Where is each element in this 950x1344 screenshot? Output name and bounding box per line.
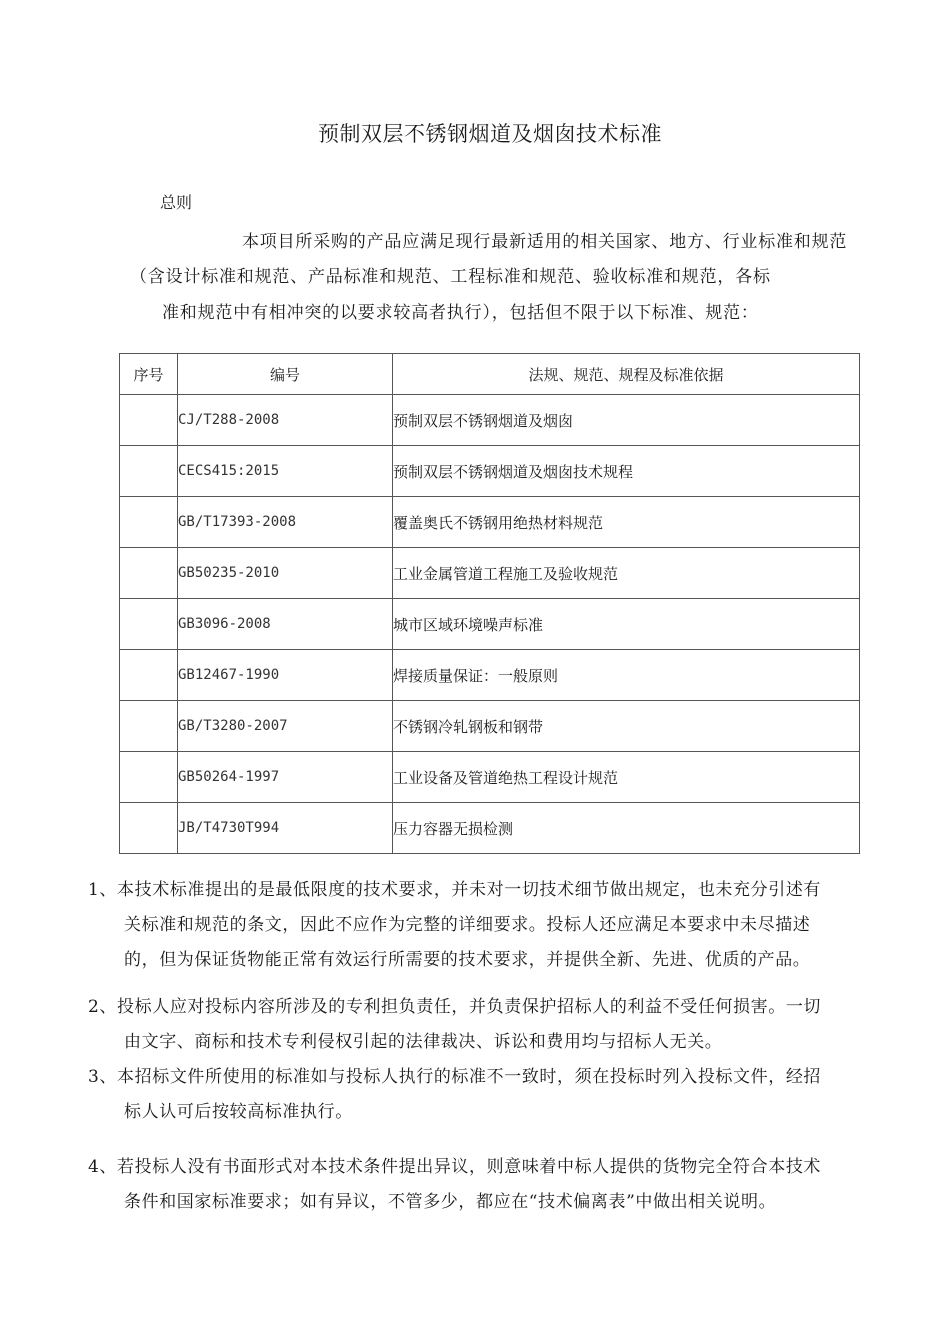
clause-line: 条件和国家标准要求；如有异议，不管多少，都应在“技术偏离表”中做出相关说明。 [124,1192,777,1212]
cell-no [120,803,178,854]
cell-name: 压力容器无损检测 [393,803,860,854]
cell-no [120,446,178,497]
clause-line: 的，但为保证货物能正常有效运行所需要的技术要求，并提供全新、先进、优质的产品。 [124,950,811,970]
table-row [120,548,860,599]
table-row [120,497,860,548]
cell-no [120,497,178,548]
header-code: 编号 [178,354,393,395]
cell-no [120,650,178,701]
table-row [120,395,860,446]
clause-line: 由文字、商标和技术专利侵权引起的法律裁决、诉讼和费用均与招标人无关。 [124,1032,723,1052]
clause-paragraph [88,1060,888,1130]
clause-line: 关标准和规范的条文，因此不应作为完整的详细要求。投标人还应满足本要求中未尽描述 [124,915,811,935]
cell-no [120,395,178,446]
cell-code: GB3096-2008 [178,599,393,650]
clause-line: 3、本招标文件所使用的标准如与投标人执行的标准不一致时，须在投标时列入投标文件，经招 [88,1067,822,1087]
cell-name: 工业设备及管道绝热工程设计规范 [393,752,860,803]
cell-name: 焊接质量保证：一般原则 [393,650,860,701]
cell-code: GB50264-1997 [178,752,393,803]
table-row [120,701,860,752]
clause-paragraph [88,990,888,1060]
standards-table [119,353,860,854]
cell-code: GB/T17393-2008 [178,497,393,548]
intro-line: 准和规范中有相冲突的以要求较高者执行），包括但不限于以下标准、规范： [162,303,759,323]
header-name: 法规、规范、规程及标准依据 [393,354,860,395]
clause-line: 2、投标人应对投标内容所涉及的专利担负责任，并负责保护招标人的利益不受任何损害。一切 [88,997,822,1017]
table-row [120,752,860,803]
cell-name: 不锈钢冷轧钢板和钢带 [393,701,860,752]
table-row [120,650,860,701]
cell-no [120,548,178,599]
header-no: 序号 [120,354,178,395]
table-row [120,446,860,497]
section-heading: 总则 [160,193,193,212]
clause-line: 1、本技术标准提出的是最低限度的技术要求，并未对一切技术细节做出规定，也未充分引述有 [88,880,822,900]
cell-name: 工业金属管道工程施工及验收规范 [393,548,860,599]
clause-line: 标人认可后按较高标准执行。 [124,1102,353,1122]
cell-name: 覆盖奥氏不锈钢用绝热材料规范 [393,497,860,548]
intro-line: 本项目所采购的产品应满足现行最新适用的相关国家、地方、行业标准和规范 [242,232,848,252]
cell-no [120,701,178,752]
cell-code: JB/T4730T994 [178,803,393,854]
table-header-row [120,354,860,395]
clause-paragraph [88,873,888,978]
cell-no [120,752,178,803]
cell-name: 预制双层不锈钢烟道及烟囱技术规程 [393,446,860,497]
cell-name: 城市区域环境噪声标准 [393,599,860,650]
cell-code: GB/T3280-2007 [178,701,393,752]
table-row [120,803,860,854]
cell-name: 预制双层不锈钢烟道及烟囱 [393,395,860,446]
clause-line: 4、若投标人没有书面形式对本技术条件提出异议，则意味着中标人提供的货物完全符合本技术 [88,1157,822,1177]
clause-paragraph [88,1150,888,1220]
table-row [120,599,860,650]
intro-line: （含设计标准和规范、产品标准和规范、工程标准和规范、验收标准和规范，各标 [130,267,771,287]
cell-code: CJ/T288-2008 [178,395,393,446]
cell-code: GB50235-2010 [178,548,393,599]
cell-code: CECS415:2015 [178,446,393,497]
cell-code: GB12467-1990 [178,650,393,701]
cell-no [120,599,178,650]
document-title: 预制双层不锈钢烟道及烟囱技术标准 [318,122,662,146]
